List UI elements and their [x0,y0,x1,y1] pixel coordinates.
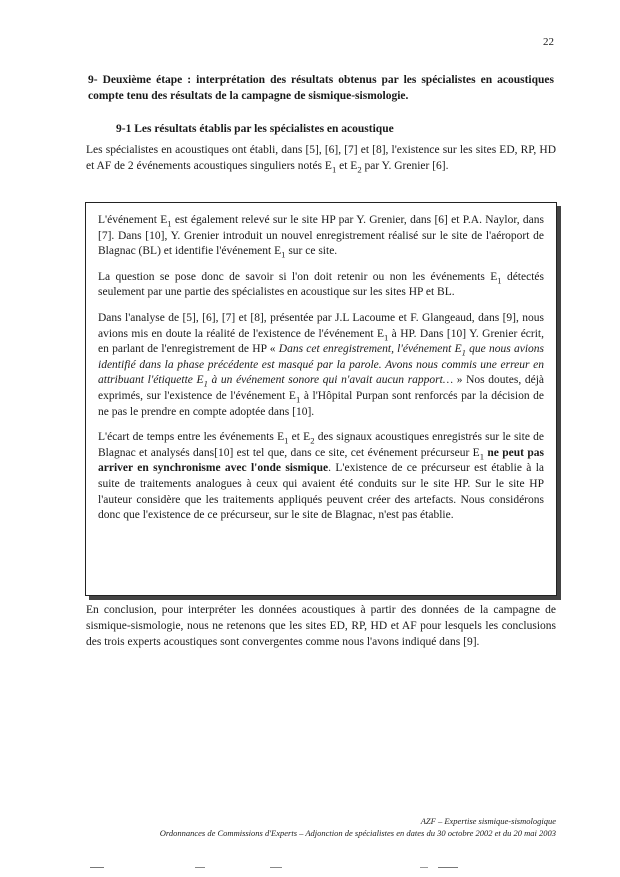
framed-analysis-box [85,202,557,596]
page-footer [100,815,556,839]
footer-line-1: AZF – Expertise sismique-sismologique [420,816,556,826]
box-paragraph-2: La question se pose donc de savoir si l'on doit retenir ou non les événements $E_1$ détectés seulement par une partie des spécialistes en acoustique sur les sites HP et BL. [98,270,544,299]
box-paragraph-3: Dans l'analyse de [5], [6], [7] et [8], présentée par J.L Lacoume et F. Glangeaud, dans [9], nous avions mis en doute la réalité de l'existence de l'événement $E_1$ à HP. Dans [10] Y. Grenier écrit, en parlant de l'enregistrement de HP « Dans cet enregistrement, l'événement $E_1$ que nous avions identifié dans la phase précédente est masqué par la parole. Avons nous commis une erreur en attribuant l'étiquette $E_1$ à un événement sonore qui n'avait aucun rapport… » Nos doutes, déjà exprimés, sur l'existence de l'événement $E_1$ à l'Hôpital Purpan sont renforcés par la décision de ne pas le prendre en compte adoptée dans [10]. [98,311,545,418]
footer-line-2: Ordonnances de Commissions d'Experts – Adjonction de spécialistes en dates du 30 octobre 2002 et du 20 mai 2003 [159,828,556,838]
box-paragraph-4: L'écart de temps entre les événements $E_1$ et $E_2$ des signaux acoustiques enregistrés sur le site de Blagnac et analysés dans[10] est tel que, dans ce site, cet événement précurseur $E_1$ ne peut pas arriver en synchronisme avec l'onde sismique. L'existence de ce précurseur est établie à la suite de traitements analogues à ceux qui avaient été conduits sur le site HP. Sur le site HP l'auteur considère que les traitements appliqués peuvent créer des artefacts. Nous considérons donc que l'existence de ce précurseur, sur le site de Blagnac, n'est pas établie. [98,431,544,522]
conclusion-paragraph: En conclusion, pour interpréter les données acoustiques à partir des données de la campagne de sismique-sismologie, nous ne retenons que les sites ED, RP, HD et AF pour lesquels les conclusions des trois experts acoustiques sont convergentes comme nous l'avons indiqué dans [9]. [86,604,556,648]
subsection-heading: 9-1 Les résultats établis par les spécialistes en acoustique [116,123,394,135]
box-paragraph-1: L'événement $E_1$ est également relevé sur le site HP par Y. Grenier, dans [6] et P.A. Naylor, dans [7]. Dans [10], Y. Grenier introduit un nouvel enregistrement réalisé sur le site de l'aéroport de Blagnac (BL) et identifie l'événement $E_1$ sur ce site. [98,214,544,260]
page-number: 22 [543,36,554,48]
scan-artifact-marks [90,866,550,870]
quotation: Dans cet enregistrement, l'événement $E_1$ que nous avions identifié dans la phase précédente est masqué par la parole. Avons nous commis une erreur en attribuant l'étiquette $E_1$ à un événement sonore qui n'avait aucun rapport… [98,343,545,389]
section-heading: 9- Deuxième étape : interprétation des résultats obtenus par les spécialistes en acoustiques compte tenu des résultats de la campagne de sismique-sismologie. [88,74,554,102]
emphasis-bold: ne peut pas arriver en synchronisme avec l'onde sismique [98,446,544,475]
intro-paragraph: Les spécialistes en acoustiques ont établi, dans [5], [6], [7] et [8], l'existence sur les sites ED, RP, HD et AF de 2 événements acoustiques singuliers notés $E_1$ et $E_2$ par Y. Grenier [6]. [86,144,556,175]
